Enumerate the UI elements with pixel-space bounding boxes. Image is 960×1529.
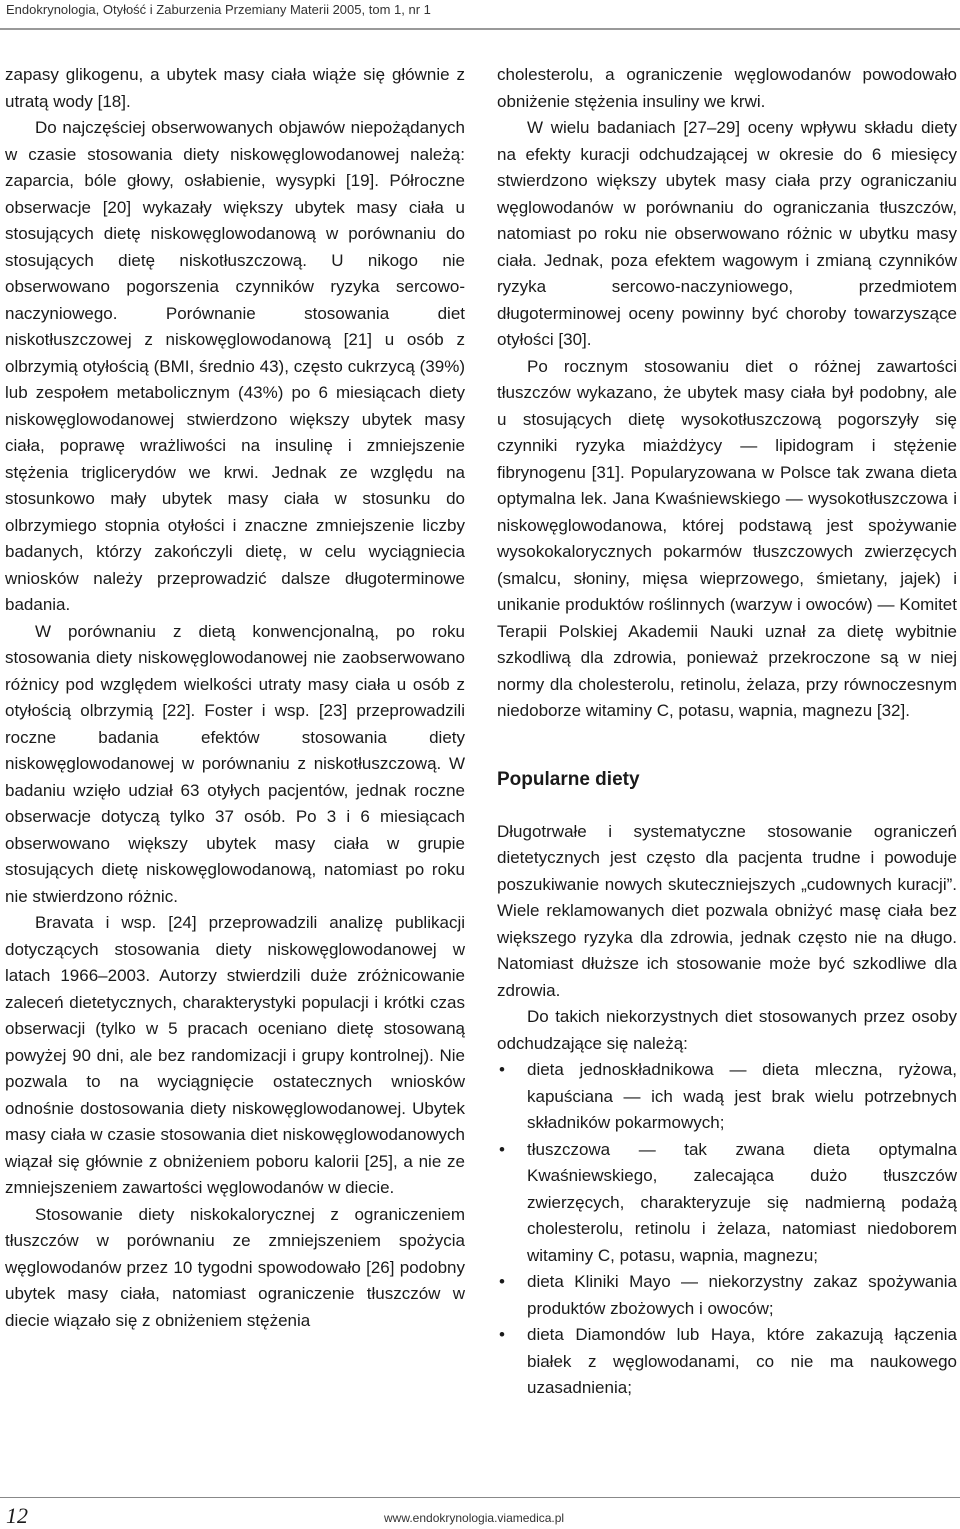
paragraph: Po rocznym stosowaniu diet o różnej zawartości tłuszczów wykazano, że ubytek masy ciała był podobny, ale u stosujących dietę wysokotłuszczową pogorszyły się czynniki ryzyka miażdżycy — lipidogram i stężenie fibrynogenu [31]. Popularyzowana w Polsce tak zwana dieta optymalna lek. Jana Kwaśniewskiego — wysokotłuszczowa i niskowęglowodanowa, której podstawą jest spożywanie wysokokalorycznych pokarmów tłuszczowych zwierzęcych (smalcu, słoniny, mięsa wieprzowego, śmietany, jajek) i unikanie produktów roślinnych (warzyw i owoców) — Komitet Terapii Polskiej Akademii Nauki uznał za dietę wybitnie szkodliwą dla zdrowia, ponieważ przekroczone są w niej normy dla cholesterolu, retinolu, żelaza, przy równoczesnym niedoborze witaminy C, potasu, wapnia, magnezu [32]. [497, 356, 957, 720]
bullet-icon: • [499, 1272, 505, 1291]
paragraph: Bravata i wsp. [24] przeprowadzili analizę publikacji dotyczących stosowania diety niskowęglowodanowej w latach 1966–2003. Autorzy stwierdzili duże zróżnicowanie zaleceń dietetycznych, charakterystyki populacji i krótki czas obserwacji (tylko w 5 pracach oceniano dietę stosowaną powyżej 90 dni, ale bez randomizacji i grupy kontrolnej). Nie pozwala to na wyciągnięcie ostatecznych wniosków odnośnie dostosowania diety niskowęglowodanowej. Ubytek masy ciała w czasie stosowania diet niskowęglowodanowych wiązał się głównie z obniżeniem poboru kalorii [25], a nie ze zmniejszeniem zawartości węglowodanów w diecie. [5, 913, 465, 1197]
paragraph: zapasy glikogenu, a ubytek masy ciała wiąże się głównie z utratą wody [18]. [5, 65, 465, 111]
left-column [5, 62, 465, 1334]
footer-rule [0, 1497, 960, 1498]
list-item-text: dieta jednoskładnikowa — dieta mleczna, ryżowa, kapuściana — ich wadą jest brak wielu potrzebnych składników pokarmowych; [527, 1060, 957, 1132]
bullet-icon: • [499, 1139, 505, 1159]
header-rule [0, 28, 960, 30]
paragraph: W wielu badaniach [27–29] oceny wpływu składu diety na efekty kuracji odchudzającej w okresie do 6 miesięcy stwierdzono większy ubytek masy ciała przy ograniczaniu węglowodanów w porównaniu do ograniczania tłuszczów, natomiast po roku nie obserwowano różnic w ubytku masy ciała. Jednak, poza efektem wagowym i zmianą czynników ryzyka sercowo-naczyniowego, przedmiotem długoterminowej oceny powinny być choroby towarzyszące otyłości [30]. [497, 118, 957, 349]
list-item-text: dieta Kliniki Mayo — niekorzystny zakaz spożywania produktów zbożowych i owoców; [527, 1272, 957, 1318]
paragraph: Stosowanie diety niskokalorycznej z ograniczeniem tłuszczów w porównaniu ze zmniejszeniem spożycia węglowodanów przez 10 tygodni spowodowało [26] podobny ubytek masy ciała, natomiast ograniczenie tłuszczów w diecie wiązało się z obniżeniem stężenia [5, 1204, 465, 1330]
list-item [497, 1269, 957, 1322]
list-item-text: tłuszczowa — tak zwana dieta optymalna Kwaśniewskiego, zalecająca dużo tłuszczów zwierzęcych, charakteryzuje się nadmierną podażą cholesterolu, retinolu i żelaza, natomiast niedoborem witaminy C, potasu, wapnia, magnezu; [527, 1139, 957, 1265]
section-heading: Popularne diety [497, 768, 640, 790]
bullet-icon: • [499, 1060, 505, 1079]
paragraph: Do takich niekorzystnych diet stosowanych przez osoby odchudzające się należą: [497, 1007, 957, 1053]
paragraph: cholesterolu, a ograniczenie węglowodanów powodowało obniżenie stężenia insuliny we krwi. [497, 65, 957, 111]
right-column [497, 62, 957, 1402]
list-item-text: dieta Diamondów lub Haya, które zakazują łączenia białek z węglowodanami, co nie ma naukowego uzasadnienia; [527, 1325, 957, 1397]
paragraph: Do najczęściej obserwowanych objawów niepożądanych w czasie stosowania diety niskowęglowodanowej należą: zaparcia, bóle głowy, osłabienie, wysypki [19]. Półroczne obserwacje [20] wykazały większy ubytek masy ciała u stosujących dietę niskowęglowodanową w porównaniu do stosujących dietę niskotłuszczową. U nikogo nie obserwowano pogorszenia czynników ryzyka sercowo-naczyniowego. Porównanie stosowania diet niskotłuszczowej z niskowęglowodanową [21] u osób z olbrzymią otyłością (BMI, średnio 43), często cukrzycą (39%) lub zespołem metabolicznym (43%) po 6 miesiącach diety niskowęglowodanowej stwierdzono większy ubytek masy ciała, poprawę wrażliwości na insulinę i zmniejszenie stężenia triglicerydów we krwi. Jednak ze względu na stosunkowo mały ubytek masy ciała w stosunku do olbrzymiego stopnia otyłości i znaczne zmniejszenie liczby badanych, którzy zakończyli dietę, w celu wyciągniecia wniosków należy przeprowadzić dalsze długoterminowe badania. [5, 118, 465, 614]
paragraph: W porównaniu z dietą konwencjonalną, po roku stosowania diety niskowęglowodanowej nie zaobserwowano różnicy pod względem wielkości utraty masy ciała u osób z otyłością olbrzymią [22]. Foster i wsp. [23] przeprowadzili roczne badania efektów stosowania diety niskowęglowodanowej w porównaniu z niskotłuszczową. W badaniu wzięło udział 63 otyłych pacjentów, jednak roczne obserwacje dotyczą tylko 37 osób. Po 3 i 6 miesiącach obserwowano większy ubytek masy ciała w grupie stosujących dietę niskowęglowodanową, natomiast po roku nie stwierdzono różnic. [5, 621, 465, 906]
list-item [497, 1322, 957, 1402]
footer-website: www.endokrynologia.viamedica.pl [384, 1511, 565, 1525]
list-item [497, 1137, 957, 1270]
page-number: 12 [6, 1503, 28, 1528]
list-item [497, 1057, 957, 1137]
bullet-icon: • [499, 1325, 505, 1344]
diet-list [497, 1057, 957, 1402]
running-header: Endokrynologia, Otyłość i Zaburzenia Przemiany Materii 2005, tom 1, nr 1 [6, 2, 431, 17]
paragraph: Długotrwałe i systematyczne stosowanie ograniczeń dietetycznych jest często dla pacjenta trudne i powoduje poszukiwanie nowych skuteczniejszych „cudownych kuracji”. Wiele reklamowanych diet pozwala obniżyć masę ciała bez większego ryzyka dla zdrowia, jednak często nie na długo. Natomiast dłuższe ich stosowanie może być szkodliwe dla zdrowia. [497, 821, 957, 1000]
